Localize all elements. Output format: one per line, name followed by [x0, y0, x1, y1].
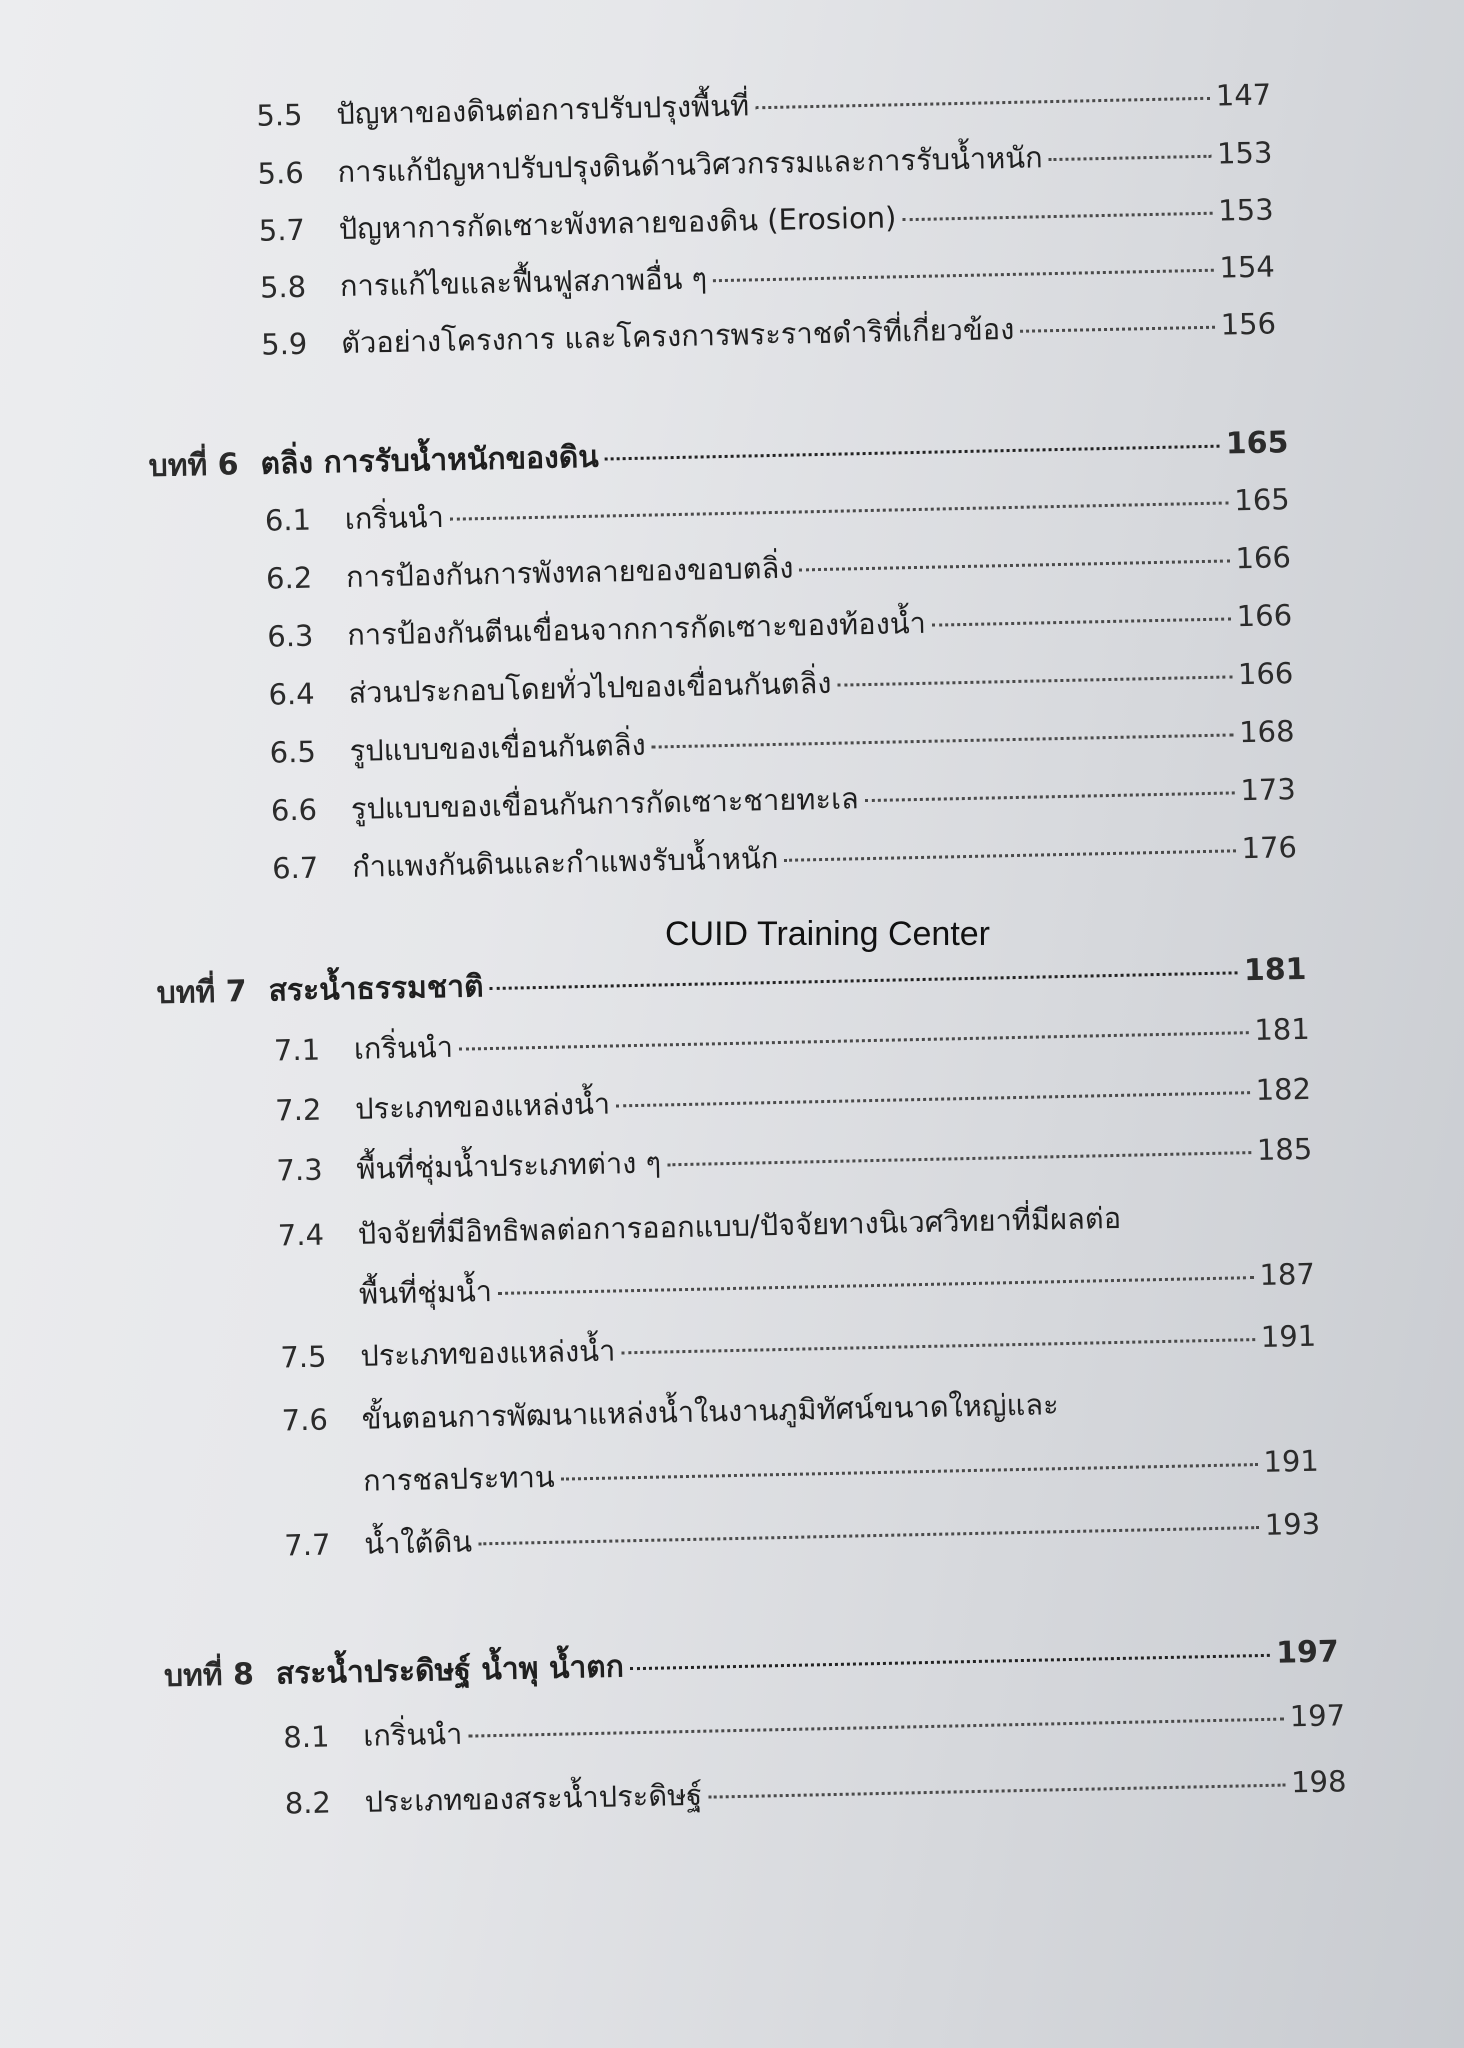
entry-title: การแก้ไขและฟื้นฟูสภาพอื่น ๆ — [339, 261, 708, 304]
entry-title: พื้นที่ชุ่มน้ำประเภทต่าง ๆ — [356, 1145, 662, 1186]
entry-title: ปัญหาของดินต่อการปรับปรุงพื้นที่ — [336, 88, 750, 132]
toc-entry-7-2 — [274, 1071, 1312, 1128]
toc-entry-5-5 — [256, 77, 1272, 133]
entry-number: 7.7 — [283, 1527, 331, 1563]
dot-leader — [865, 791, 1235, 802]
dot-leader — [490, 971, 1238, 990]
entry-number: 7.6 — [281, 1402, 329, 1438]
dot-leader — [630, 1654, 1270, 1670]
dot-leader — [667, 1151, 1251, 1166]
entry-number: 7.4 — [277, 1217, 325, 1253]
entry-title: ส่วนประกอบโดยทั่วไปของเขื่อนกันตลิ่ง — [348, 665, 832, 710]
entry-title: การป้องกันตีนเขื่อนจากการกัดเซาะของท้องน้ำ — [346, 605, 927, 652]
entry-number: 7.1 — [273, 1032, 321, 1068]
dot-leader — [450, 501, 1229, 520]
entry-number: 6.5 — [269, 734, 317, 770]
toc-entry-7-6-continued — [362, 1443, 1320, 1498]
entry-number: 7.3 — [276, 1152, 323, 1188]
toc-entry-6-2 — [265, 540, 1292, 596]
toc-entry-6-4 — [268, 656, 1294, 712]
dot-leader — [459, 1031, 1249, 1051]
entry-title: ปัญหาการกัดเซาะพังทลายของดิน (Erosion) — [338, 200, 897, 247]
dot-leader — [837, 675, 1232, 686]
dot-leader — [498, 1276, 1254, 1295]
entry-title: ประเภทของแหล่งน้ำ — [354, 1086, 611, 1126]
toc-chapter-7 — [156, 951, 1307, 1012]
entry-number: 5.6 — [257, 155, 305, 191]
entry-page: 166 — [1236, 598, 1293, 634]
chapter-number: บทที่ 7 — [156, 974, 248, 1012]
dot-leader — [468, 1718, 1284, 1738]
entry-page: 166 — [1235, 540, 1292, 576]
chapter-page: 197 — [1275, 1634, 1340, 1671]
entry-page: 193 — [1264, 1506, 1321, 1542]
dot-leader — [478, 1526, 1259, 1545]
entry-title: ประเภทของแหล่งน้ำ — [360, 1333, 616, 1373]
entry-page: 181 — [1254, 1011, 1311, 1048]
dot-leader — [621, 1338, 1255, 1354]
entry-number: 8.2 — [284, 1785, 332, 1821]
entry-page: 153 — [1217, 192, 1274, 228]
chapter-page: 181 — [1243, 951, 1307, 989]
chapter-number: บทที่ 6 — [148, 447, 239, 485]
entry-page: 191 — [1260, 1318, 1317, 1354]
toc-entry-6-1 — [264, 482, 1290, 538]
dot-leader — [713, 269, 1213, 282]
toc-entry-5-9 — [260, 306, 1277, 362]
dot-leader — [755, 97, 1210, 110]
toc-entry-7-1 — [273, 1011, 1311, 1068]
toc-entry-7-7 — [283, 1506, 1321, 1563]
chapter-title: ตลิ่ง การรับน้ำหนักของดิน — [260, 439, 600, 482]
toc-entry-7-6 — [281, 1385, 1317, 1436]
entry-title: ขั้นตอนการพัฒนาแหล่งน้ำในงานภูมิทัศน์ขนาดใหญ่และ — [361, 1387, 1059, 1436]
entry-title-continued: พื้นที่ชุ่มน้ำ — [358, 1274, 493, 1311]
entry-page: 191 — [1263, 1443, 1320, 1479]
toc-entry-6-3 — [266, 598, 1293, 654]
entry-title: เกริ่นนำ — [344, 499, 445, 536]
toc-entry-7-4 — [278, 1200, 1314, 1251]
dot-leader — [708, 1784, 1285, 1799]
entry-number: 5.8 — [259, 269, 307, 305]
toc-entry-5-6 — [257, 135, 1273, 191]
dot-leader — [799, 559, 1229, 571]
toc-entry-6-5 — [269, 714, 1295, 770]
entry-page: 197 — [1289, 1698, 1346, 1734]
entry-number: 5.9 — [260, 326, 308, 362]
toc-chapter-6 — [148, 425, 1289, 485]
entry-page: 147 — [1215, 77, 1272, 113]
entry-title: กำแพงกันดินและกำแพงรับน้ำหนัก — [351, 840, 779, 884]
entry-title: ประเภทของสระน้ำประดิษฐ์ — [364, 1777, 703, 1819]
toc-chapter-8 — [163, 1634, 1340, 1694]
dot-leader — [616, 1091, 1250, 1107]
toc-entry-5-7 — [258, 192, 1274, 248]
toc-entry-8-1 — [282, 1698, 1346, 1755]
entry-number: 5.7 — [258, 212, 306, 248]
toc-entry-8-2 — [284, 1764, 1347, 1821]
entry-title: น้ำใต้ดิน — [363, 1524, 473, 1561]
entry-number: 6.7 — [271, 850, 319, 886]
entry-title: รูปแบบของเขื่อนกันตลิ่ง — [349, 727, 647, 768]
dot-leader — [932, 617, 1231, 626]
entry-page: 187 — [1259, 1256, 1316, 1292]
entry-title: การป้องกันการพังทลายของขอบตลิ่ง — [345, 550, 794, 594]
entry-page: 185 — [1256, 1131, 1313, 1167]
chapter-title: สระน้ำธรรมชาติ — [268, 969, 484, 1009]
entry-page: 166 — [1237, 656, 1294, 692]
dot-leader — [1020, 326, 1214, 333]
entry-page: 182 — [1255, 1071, 1312, 1108]
dot-leader — [652, 733, 1234, 748]
entry-number: 6.3 — [266, 618, 314, 654]
toc-entry-7-3 — [276, 1131, 1313, 1188]
toc-entry-6-7 — [271, 830, 1298, 886]
entry-page: 156 — [1220, 306, 1277, 342]
entry-page: 198 — [1290, 1764, 1347, 1800]
entry-number: 8.1 — [282, 1719, 330, 1755]
chapter-number: บทที่ 8 — [163, 1657, 255, 1694]
chapter-title: สระน้ำประดิษฐ์ น้ำพุ น้ำตก — [275, 1649, 625, 1692]
entry-number: 6.2 — [265, 560, 313, 596]
entry-page: 173 — [1240, 772, 1297, 808]
entry-number: 7.2 — [274, 1092, 322, 1128]
entry-title: ตัวอย่างโครงการ และโครงการพระราชดำริที่เกี่ยวข้อง — [340, 311, 1015, 360]
entry-number: 6.1 — [264, 502, 312, 538]
entry-title: รูปแบบของเขื่อนกันการกัดเซาะชายทะเล — [350, 781, 860, 826]
entry-number: 6.6 — [270, 792, 318, 828]
dot-leader — [605, 445, 1220, 461]
toc-entry-7-5 — [280, 1318, 1317, 1375]
dot-leader — [902, 212, 1212, 221]
entry-number: 5.5 — [256, 97, 303, 133]
dot-leader — [784, 849, 1235, 861]
chapter-page: 165 — [1225, 425, 1289, 462]
toc-entry-7-4-continued — [358, 1256, 1316, 1311]
entry-page: 168 — [1238, 714, 1295, 750]
entry-page: 176 — [1241, 830, 1298, 866]
watermark-text: CUID Training Center — [665, 915, 991, 953]
entry-title: การแก้ปัญหาปรับปรุงดินด้านวิศวกรรมและการรับน้ำหนัก — [337, 140, 1043, 190]
entry-title: เกริ่นนำ — [362, 1716, 463, 1753]
dot-leader — [1049, 155, 1211, 161]
entry-page: 165 — [1233, 482, 1290, 518]
entry-title: เกริ่นนำ — [353, 1029, 454, 1066]
entry-number: 7.5 — [280, 1339, 327, 1375]
entry-page: 154 — [1219, 249, 1276, 285]
entry-title-continued: การชลประทาน — [362, 1459, 555, 1498]
toc-entry-6-6 — [270, 772, 1297, 828]
dot-leader — [561, 1463, 1258, 1481]
entry-title: ปัจจัยที่มีอิทธิพลต่อการออกแบบ/ปัจจัยทางนิเวศวิทยาที่มีผลต่อ — [357, 1200, 1122, 1251]
toc-entry-5-8 — [259, 249, 1276, 305]
entry-number: 6.4 — [268, 676, 315, 712]
entry-page: 153 — [1216, 135, 1273, 171]
